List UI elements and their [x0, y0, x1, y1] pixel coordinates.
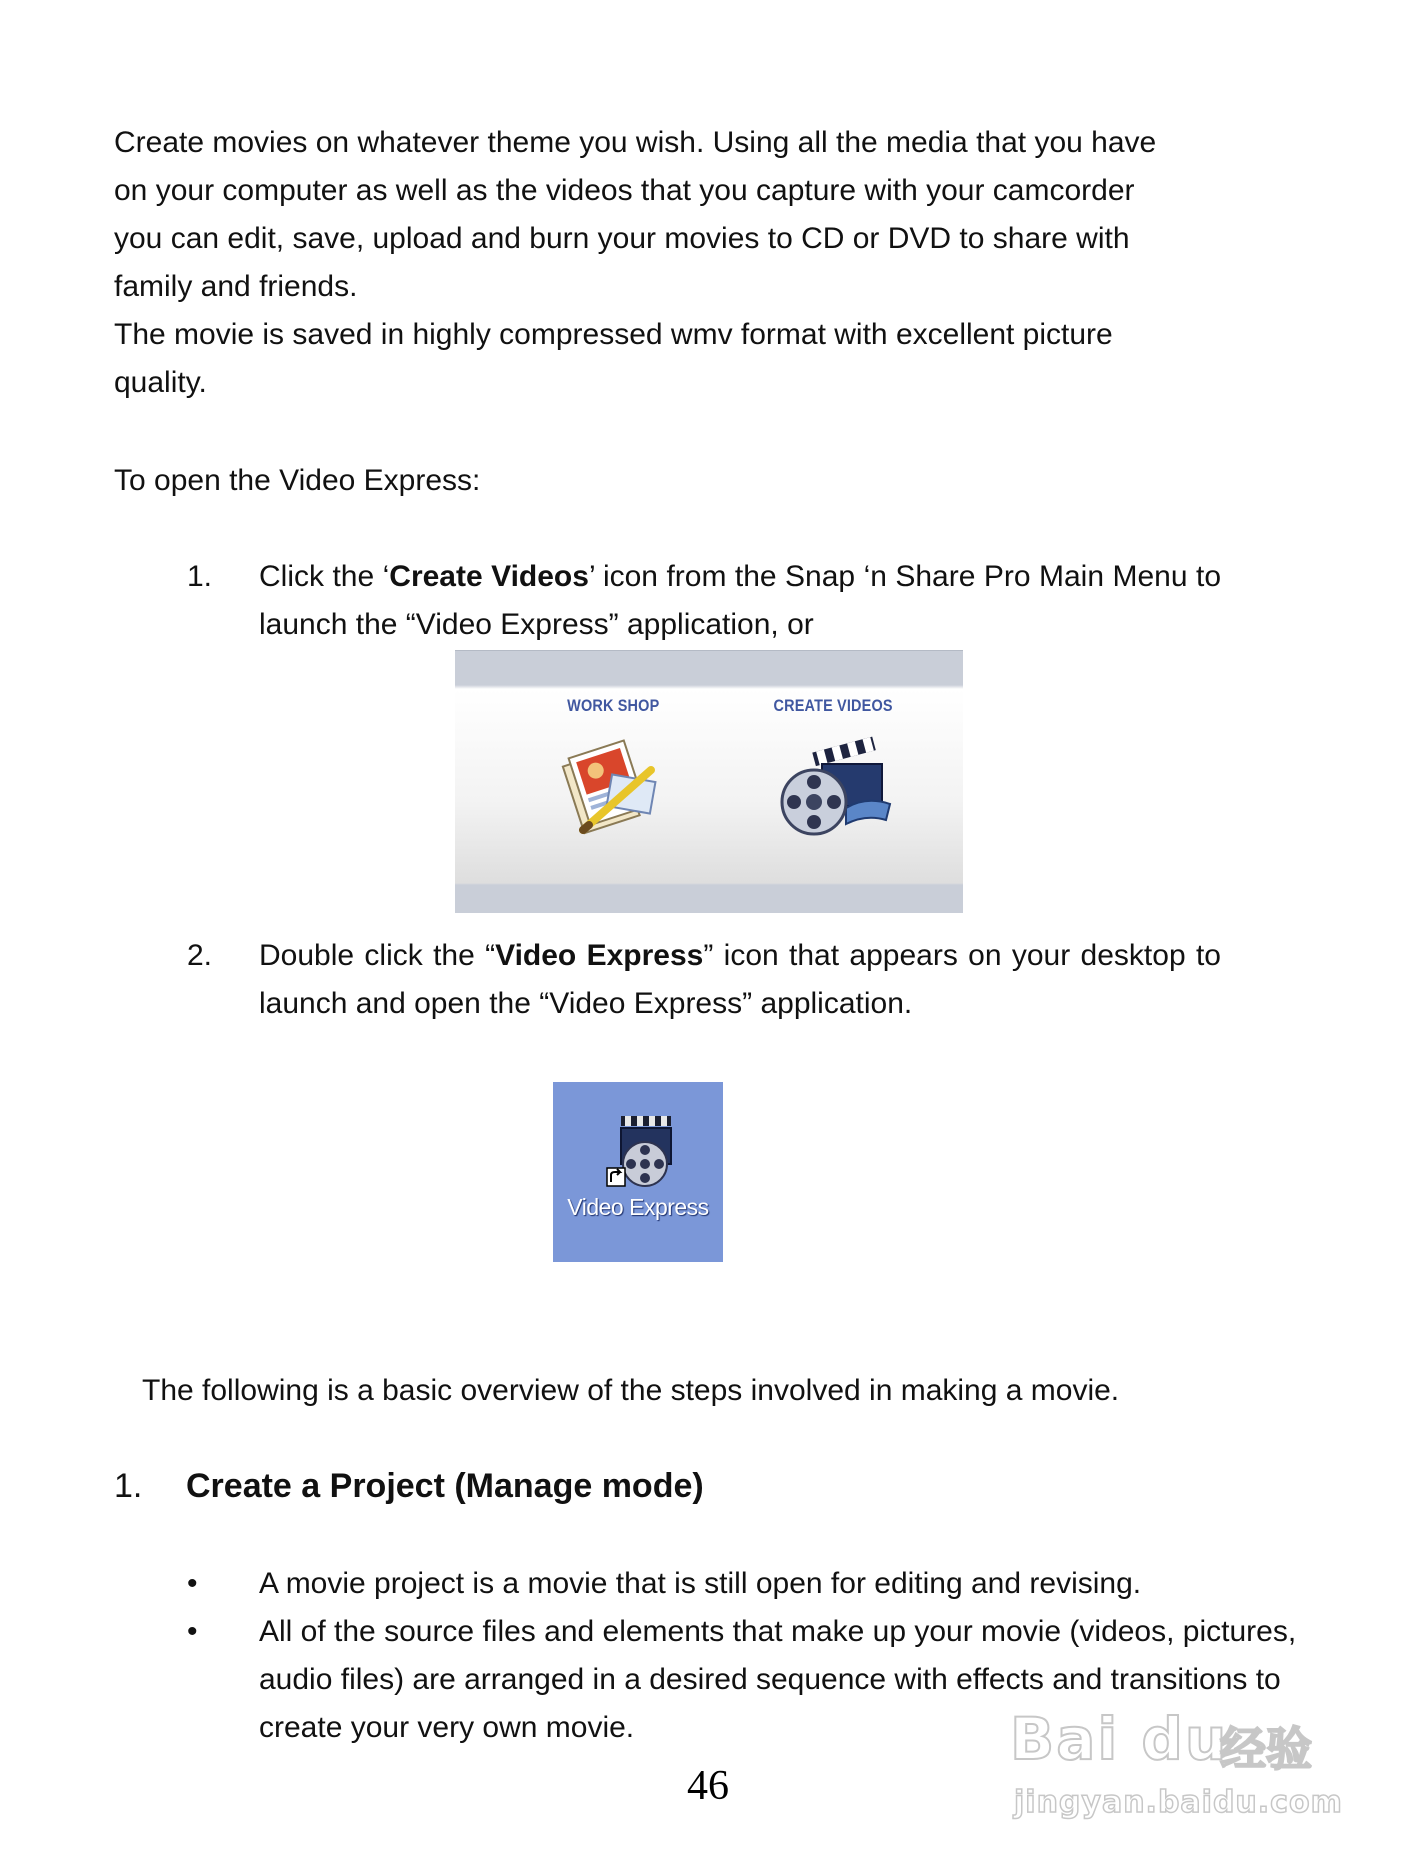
- menu-item-label: WORK SHOP: [566, 696, 660, 715]
- workshop-icon: [553, 730, 673, 840]
- bullet-text: A movie project is a movie that is still open for editing and revising.: [259, 1567, 1142, 1600]
- intro-line: Create movies on whatever theme you wish. Using all the media that you have: [114, 126, 1157, 159]
- create-videos-menu-item[interactable]: [733, 696, 933, 840]
- step-text-post: ” icon that appears on your desktop to launch and open the “Video Express” application.: [259, 939, 1221, 1020]
- baidu-watermark: [1010, 1705, 1343, 1835]
- step-text-post: ’ icon from the Snap ‘n Share Pro Main Menu to launch the “Video Express” application, or: [259, 560, 1221, 641]
- step-text: [259, 932, 1221, 1028]
- intro-line: The movie is saved in highly compressed wmv format with excellent picture: [114, 318, 1113, 351]
- intro-line: quality.: [114, 366, 207, 399]
- watermark-logo: Bai du: [1010, 1705, 1229, 1773]
- bullet-text: All of the source files and elements that make up your movie (videos, pictures, audio files) are arranged in a desired sequence with effects and transitions to create your very own movie.: [259, 1615, 1297, 1744]
- step-text-bold: Create Videos: [389, 560, 589, 593]
- desktop-icon-screenshot: [553, 1082, 723, 1262]
- overview-sentence: The following is a basic overview of the steps involved in making a movie.: [142, 1374, 1120, 1407]
- menu-item-label: CREATE VIDEOS: [773, 696, 893, 715]
- list-item: [187, 1560, 1317, 1608]
- step-number: 2.: [187, 939, 213, 972]
- open-instructions-label: To open the Video Express:: [114, 464, 481, 497]
- section-number: 1.: [114, 1467, 143, 1505]
- video-express-shortcut-icon[interactable]: [595, 1112, 681, 1192]
- page-number: 46: [687, 1763, 729, 1809]
- section-title: Create a Project (Manage mode): [186, 1467, 704, 1505]
- step-text-pre: Click the ‘: [259, 560, 390, 593]
- workshop-menu-item[interactable]: [513, 696, 713, 840]
- intro-paragraph: [114, 119, 1254, 407]
- step-text-bold: Video Express: [495, 939, 704, 972]
- step-text: [259, 553, 1221, 649]
- bullet-marker: •: [187, 1567, 198, 1600]
- watermark-url: jingyan.baidu.com: [1014, 1785, 1343, 1820]
- step-text-pre: Double click the “: [259, 939, 496, 972]
- intro-line: family and friends.: [114, 270, 358, 303]
- desktop-icon-label: Video Express: [567, 1194, 709, 1220]
- main-menu-screenshot: [455, 650, 963, 913]
- intro-line: you can edit, save, upload and burn your movies to CD or DVD to share with: [114, 222, 1130, 255]
- watermark-chinese: 经验: [1220, 1722, 1312, 1776]
- film-reel-clapper-icon: [768, 730, 898, 840]
- step-number: 1.: [187, 560, 213, 593]
- intro-line: on your computer as well as the videos that you capture with your camcorder: [114, 174, 1135, 207]
- bullet-marker: •: [187, 1615, 198, 1648]
